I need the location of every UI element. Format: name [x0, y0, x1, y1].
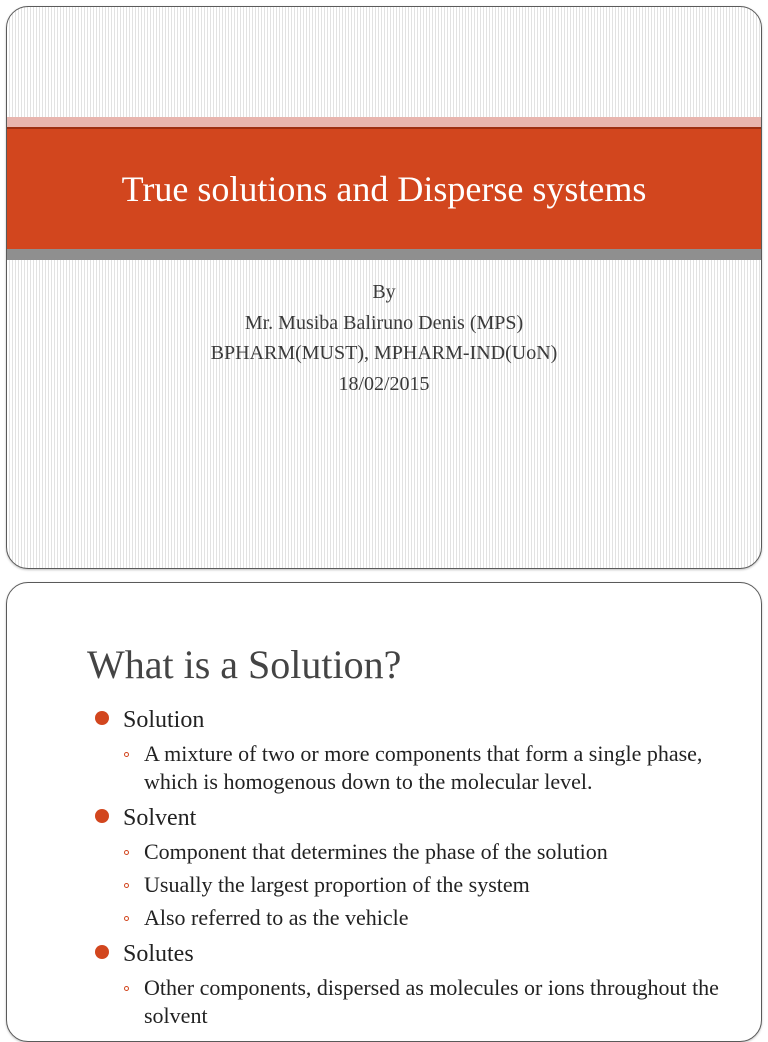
bullet-dot-icon: [95, 809, 109, 823]
sub-bullet: [87, 904, 747, 932]
subtitle-credentials: BPHARM(MUST), MPHARM-IND(UoN): [210, 342, 558, 364]
sub-bullet-text: A mixture of two or more components that form a single phase, which is homogenous down to the molecular level.: [144, 741, 703, 794]
sub-bullet: [87, 974, 747, 1030]
bullet-list: [87, 703, 747, 1035]
bullet-label: Solutes: [123, 941, 194, 967]
sub-bullet: [87, 838, 747, 866]
bullet-dot-icon: [95, 711, 109, 725]
sub-bullet: [87, 740, 747, 796]
bullet-label: Solvent: [123, 805, 197, 831]
slide-title: True solutions and Disperse systems: [121, 169, 647, 209]
bullet-label: Solution: [123, 707, 205, 733]
subtitle-date: 18/02/2015: [338, 372, 430, 395]
bullet-solvent: [87, 801, 747, 835]
slide-subtitle: [7, 277, 761, 399]
sub-bullet-text: Also referred to as the vehicle: [144, 905, 409, 930]
sub-bullet-ring-icon: [124, 916, 129, 921]
sub-bullet-text: Usually the largest proportion of the system: [144, 872, 530, 897]
sub-bullet-ring-icon: [124, 986, 129, 991]
bullet-solutes: [87, 937, 747, 971]
sub-bullet-text: Component that determines the phase of the solution: [144, 839, 608, 864]
subtitle-author: Mr. Musiba Baliruno Denis (MPS): [244, 311, 524, 334]
bullet-dot-icon: [95, 945, 109, 959]
content-slide: [6, 582, 762, 1042]
title-band-top-stripe: [7, 117, 761, 127]
sub-bullet-ring-icon: [124, 752, 129, 757]
bullet-solution: [87, 703, 747, 737]
title-band-bottom-stripe: [7, 249, 761, 260]
title-slide: [6, 6, 762, 569]
sub-bullet-text: Other components, dispersed as molecules or ions throughout the solvent: [144, 975, 719, 1028]
sub-bullet-ring-icon: [124, 883, 129, 888]
slide-heading: What is a Solution?: [87, 642, 402, 687]
sub-bullet: [87, 871, 747, 899]
subtitle-by: By: [372, 281, 396, 303]
sub-bullet-ring-icon: [124, 850, 129, 855]
